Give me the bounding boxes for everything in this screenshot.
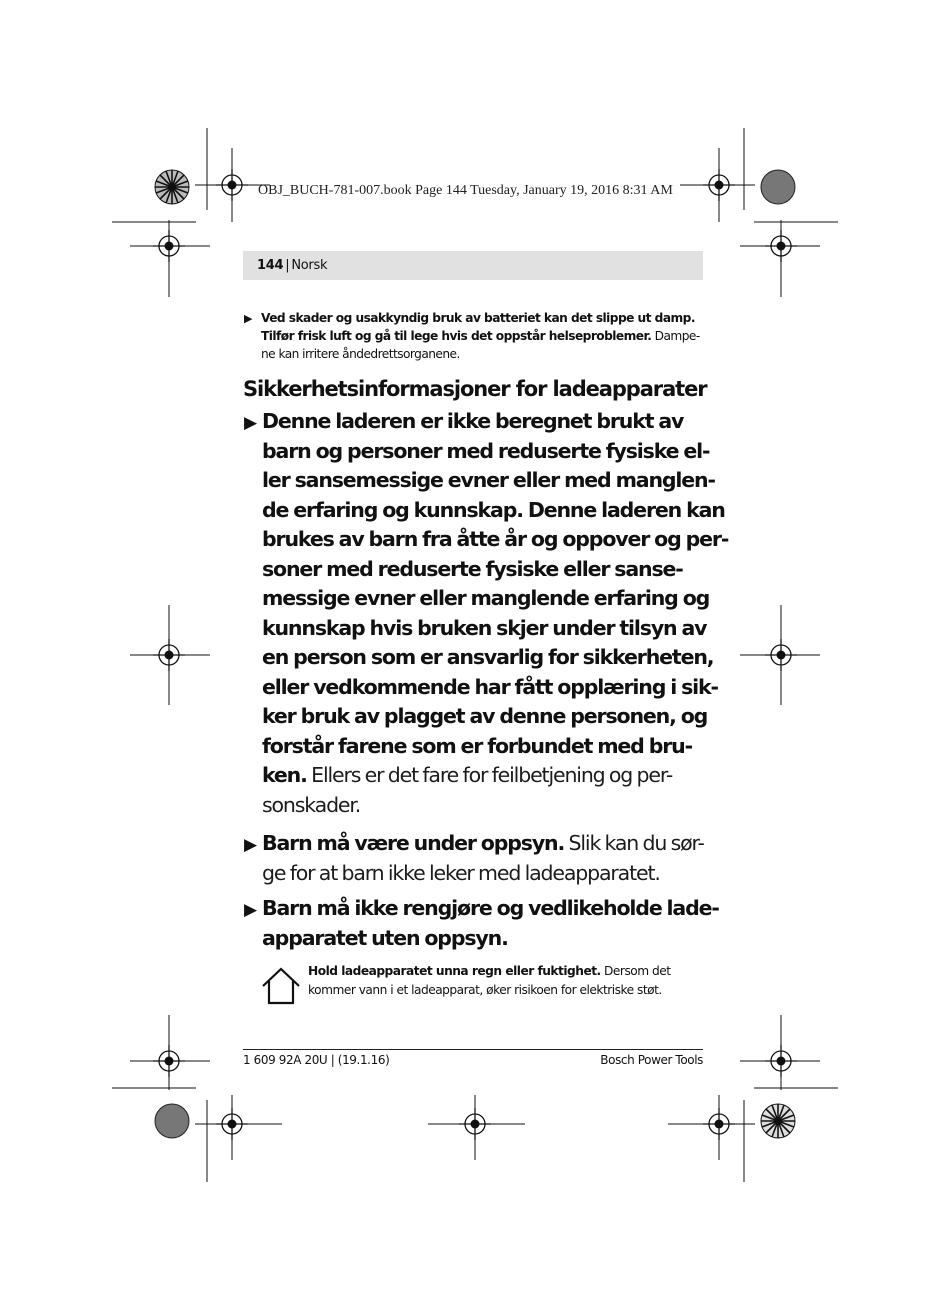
item3-line-1: Barn må ikke rengjøre og vedlikeholde lade- xyxy=(262,896,719,920)
print-info-line: OBJ_BUCH-781-007.book Page 144 Tuesday, January 19, 2016 8:31 AM xyxy=(258,183,673,198)
item1-line: messige evner eller manglende erfaring og xyxy=(262,586,710,610)
starburst-bottom-right xyxy=(761,1104,795,1138)
warning-line-2-rest: Dampe- xyxy=(651,329,700,343)
note-rest: Dersom det xyxy=(600,964,671,978)
warning-bold-line-1: Ved skader og usakkyndig bruk av batteriet kan det slippe ut damp. xyxy=(261,311,695,325)
footer-divider xyxy=(243,1049,703,1050)
children-supervision-warning xyxy=(244,829,706,888)
footer-brand: Bosch Power Tools xyxy=(600,1053,703,1067)
item1-mixed-rest: Ellers er det fare for feilbetjening og per- xyxy=(306,763,673,787)
item1-line: barn og personer med reduserte fysiske el- xyxy=(262,438,710,463)
page-number: 144 xyxy=(257,258,284,273)
bullet-triangle-icon: ▶ xyxy=(244,900,256,920)
section-title: Sikkerhetsinformasjoner for ladeapparater xyxy=(243,377,707,401)
starburst-top-left xyxy=(155,170,189,204)
item1-mixed-bold: ken. xyxy=(262,763,307,787)
item3-line-2: apparatet uten oppsyn. xyxy=(262,925,508,950)
item1-line: eller vedkommende har fått opplæring i sik- xyxy=(262,674,718,699)
item1-line: en person som er ansvarlig for sikkerheten, xyxy=(262,645,714,669)
warning-bold-line-2: Tilfør frisk luft og gå til lege hvis det oppstår helseproblemer. xyxy=(261,329,652,343)
warning-line-3: ne kan irritere åndedrettsorganene. xyxy=(261,347,460,361)
item1-line: brukes av barn fra åtte år og oppover og per- xyxy=(262,527,729,551)
house-icon xyxy=(261,966,301,1006)
note-bold: Hold ladeapparatet unna regn eller fuktighet. xyxy=(308,964,601,978)
footer-doc-number: 1 609 92A 20U | (19.1.16) xyxy=(243,1053,390,1067)
item1-line: forstår farene som er forbundet med bru- xyxy=(262,733,692,758)
item1-line: de erfaring og kunnskap. Denne laderen kan xyxy=(262,497,725,522)
item1-line: soner med reduserte fysiske eller sanse- xyxy=(262,556,683,581)
item2-line-2: ge for at barn ikke leker med ladeapparatet. xyxy=(262,860,660,885)
header-separator: | xyxy=(285,258,290,273)
battery-vapor-warning xyxy=(244,309,704,363)
item2-rest: Slik kan du sør- xyxy=(564,831,704,855)
note-line-2: kommer vann i et ladeapparat, øker risikoen for elektriske støt. xyxy=(308,983,662,997)
bullet-triangle-icon: ▶ xyxy=(244,835,256,855)
charger-child-warning xyxy=(244,407,729,820)
bullet-triangle-icon: ▶ xyxy=(244,312,252,325)
bullet-triangle-icon: ▶ xyxy=(244,413,256,433)
children-cleaning-warning xyxy=(244,894,719,953)
item1-line: ker bruk av plagget av denne personen, og xyxy=(262,704,708,728)
item1-last-line: sonskader. xyxy=(262,792,361,817)
item1-line: ler sansemessige evner eller med manglen- xyxy=(262,468,715,492)
page-header xyxy=(243,251,703,280)
header-language: Norsk xyxy=(291,258,328,273)
indoor-use-note xyxy=(308,962,708,1000)
item1-line: Denne laderen er ikke beregnet brukt av xyxy=(262,409,684,433)
item2-bold: Barn må være under oppsyn. xyxy=(262,831,565,855)
item1-line: kunnskap hvis bruken skjer under tilsyn av xyxy=(262,615,707,640)
